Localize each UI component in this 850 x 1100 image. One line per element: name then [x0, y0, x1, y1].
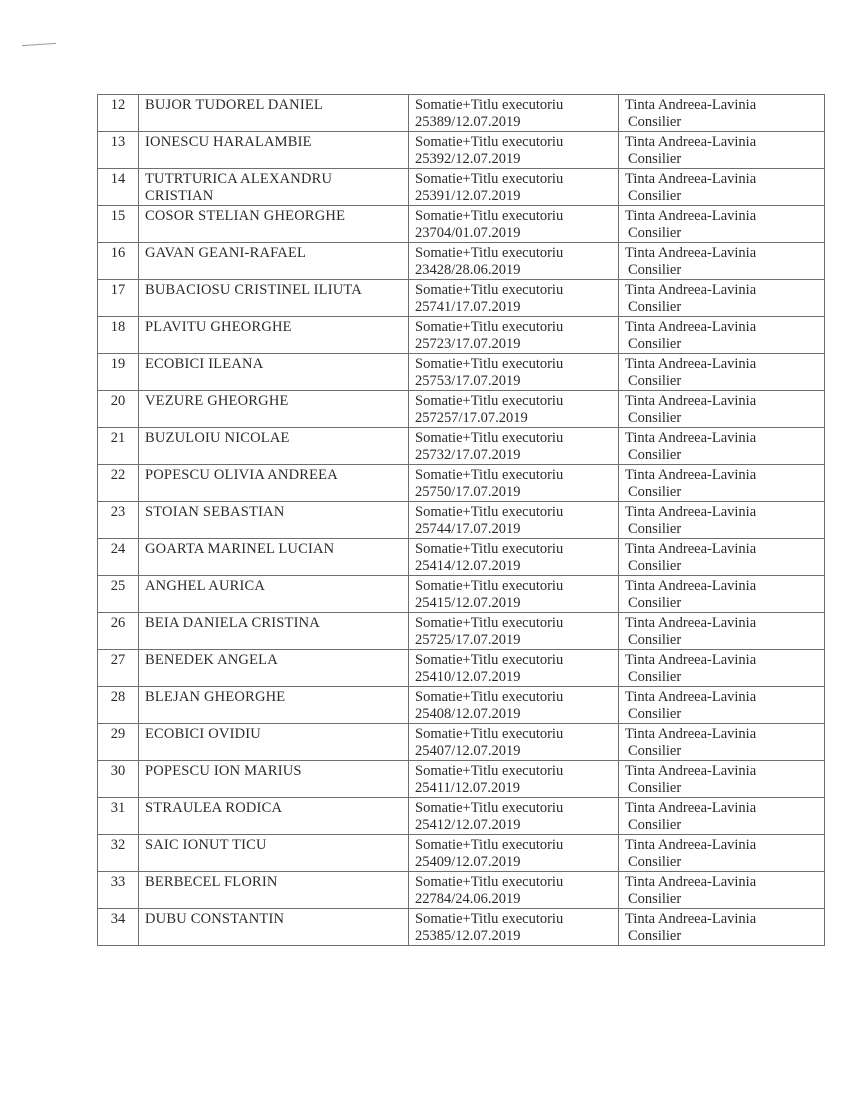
officer-cell: [619, 428, 825, 465]
officer-role: Consilier: [628, 558, 682, 574]
document-cell: [409, 576, 619, 613]
debtor-name: VEZURE GHEORGHE: [139, 391, 409, 428]
debtor-name: ECOBICI ILEANA: [139, 354, 409, 391]
officer-cell: [619, 317, 825, 354]
document-reference: 25741/17.07.2019: [415, 299, 521, 315]
debtor-name: POPESCU ION MARIUS: [139, 761, 409, 798]
table-row: [98, 872, 825, 909]
scan-mark: [22, 43, 56, 46]
debtor-name: TUTRTURICA ALEXANDRU CRISTIAN: [139, 169, 409, 206]
debtor-name: BUBACIOSU CRISTINEL ILIUTA: [139, 280, 409, 317]
row-number: 31: [98, 798, 139, 835]
document-type: Somatie+Titlu executoriu: [415, 541, 564, 557]
debtor-name: STOIAN SEBASTIAN: [139, 502, 409, 539]
officer-cell: [619, 502, 825, 539]
row-number: 33: [98, 872, 139, 909]
table-row: [98, 428, 825, 465]
officer-name: Tinta Andreea-Lavinia: [625, 541, 757, 557]
table-row: [98, 465, 825, 502]
debtor-name: PLAVITU GHEORGHE: [139, 317, 409, 354]
debtor-name: IONESCU HARALAMBIE: [139, 132, 409, 169]
table-row: [98, 206, 825, 243]
debtor-name: ECOBICI OVIDIU: [139, 724, 409, 761]
officer-name: Tinta Andreea-Lavinia: [625, 615, 757, 631]
debtor-name: BUJOR TUDOREL DANIEL: [139, 95, 409, 132]
officer-cell: [619, 539, 825, 576]
document-reference: 25407/12.07.2019: [415, 743, 521, 759]
officer-name: Tinta Andreea-Lavinia: [625, 911, 757, 927]
officer-name: Tinta Andreea-Lavinia: [625, 763, 757, 779]
officer-name: Tinta Andreea-Lavinia: [625, 208, 757, 224]
document-reference: 25389/12.07.2019: [415, 114, 521, 130]
document-type: Somatie+Titlu executoriu: [415, 319, 564, 335]
document-cell: [409, 650, 619, 687]
document-cell: [409, 539, 619, 576]
document-cell: [409, 761, 619, 798]
table-row: [98, 243, 825, 280]
document-reference: 25410/12.07.2019: [415, 669, 521, 685]
table-row: [98, 132, 825, 169]
row-number: 26: [98, 613, 139, 650]
document-cell: [409, 243, 619, 280]
table-row: [98, 502, 825, 539]
document-cell: [409, 391, 619, 428]
debtor-name: ANGHEL AURICA: [139, 576, 409, 613]
document-type: Somatie+Titlu executoriu: [415, 800, 564, 816]
officer-name: Tinta Andreea-Lavinia: [625, 430, 757, 446]
document-type: Somatie+Titlu executoriu: [415, 726, 564, 742]
document-reference: 25411/12.07.2019: [415, 780, 520, 796]
table-row: [98, 724, 825, 761]
table-row: [98, 317, 825, 354]
officer-role: Consilier: [628, 817, 682, 833]
document-reference: 22784/24.06.2019: [415, 891, 521, 907]
officer-cell: [619, 280, 825, 317]
debtor-name: BENEDEK ANGELA: [139, 650, 409, 687]
officer-cell: [619, 354, 825, 391]
officer-name: Tinta Andreea-Lavinia: [625, 689, 757, 705]
document-reference: 25732/17.07.2019: [415, 447, 521, 463]
document-reference: 25392/12.07.2019: [415, 151, 521, 167]
row-number: 25: [98, 576, 139, 613]
officer-name: Tinta Andreea-Lavinia: [625, 134, 757, 150]
officer-name: Tinta Andreea-Lavinia: [625, 837, 757, 853]
officer-cell: [619, 724, 825, 761]
officer-name: Tinta Andreea-Lavinia: [625, 393, 757, 409]
document-cell: [409, 317, 619, 354]
officer-role: Consilier: [628, 928, 682, 944]
document-reference: 25723/17.07.2019: [415, 336, 521, 352]
officer-name: Tinta Andreea-Lavinia: [625, 97, 757, 113]
officer-role: Consilier: [628, 114, 682, 130]
officer-cell: [619, 835, 825, 872]
officer-name: Tinta Andreea-Lavinia: [625, 800, 757, 816]
officer-role: Consilier: [628, 669, 682, 685]
debtor-name: DUBU CONSTANTIN: [139, 909, 409, 946]
document-cell: [409, 835, 619, 872]
debtor-name: SAIC IONUT TICU: [139, 835, 409, 872]
table-row: [98, 909, 825, 946]
debtor-name: COSOR STELIAN GHEORGHE: [139, 206, 409, 243]
document-cell: [409, 206, 619, 243]
officer-role: Consilier: [628, 410, 682, 426]
officer-role: Consilier: [628, 632, 682, 648]
officer-role: Consilier: [628, 891, 682, 907]
document-type: Somatie+Titlu executoriu: [415, 208, 564, 224]
officer-role: Consilier: [628, 484, 682, 500]
officer-name: Tinta Andreea-Lavinia: [625, 356, 757, 372]
document-type: Somatie+Titlu executoriu: [415, 504, 564, 520]
row-number: 14: [98, 169, 139, 206]
document-reference: 257257/17.07.2019: [415, 410, 528, 426]
table-row: [98, 354, 825, 391]
table-row: [98, 613, 825, 650]
debtor-name: GAVAN GEANI-RAFAEL: [139, 243, 409, 280]
document-cell: [409, 428, 619, 465]
document-reference: 25412/12.07.2019: [415, 817, 521, 833]
table-row: [98, 835, 825, 872]
document-type: Somatie+Titlu executoriu: [415, 393, 564, 409]
document-type: Somatie+Titlu executoriu: [415, 134, 564, 150]
document-reference: 23704/01.07.2019: [415, 225, 521, 241]
officer-cell: [619, 687, 825, 724]
officer-cell: [619, 613, 825, 650]
officer-cell: [619, 206, 825, 243]
officer-cell: [619, 169, 825, 206]
document-reference: 25750/17.07.2019: [415, 484, 521, 500]
document-type: Somatie+Titlu executoriu: [415, 430, 564, 446]
officer-cell: [619, 761, 825, 798]
row-number: 29: [98, 724, 139, 761]
row-number: 30: [98, 761, 139, 798]
officer-cell: [619, 798, 825, 835]
document-cell: [409, 687, 619, 724]
officer-cell: [619, 576, 825, 613]
table-row: [98, 539, 825, 576]
row-number: 24: [98, 539, 139, 576]
table-row: [98, 169, 825, 206]
officer-role: Consilier: [628, 706, 682, 722]
table-row: [98, 650, 825, 687]
row-number: 32: [98, 835, 139, 872]
document-cell: [409, 95, 619, 132]
officer-name: Tinta Andreea-Lavinia: [625, 726, 757, 742]
table-row: [98, 798, 825, 835]
officer-name: Tinta Andreea-Lavinia: [625, 319, 757, 335]
debtor-name: GOARTA MARINEL LUCIAN: [139, 539, 409, 576]
row-number: 20: [98, 391, 139, 428]
document-reference: 25744/17.07.2019: [415, 521, 521, 537]
document-type: Somatie+Titlu executoriu: [415, 763, 564, 779]
officer-cell: [619, 391, 825, 428]
officer-role: Consilier: [628, 336, 682, 352]
row-number: 12: [98, 95, 139, 132]
document-type: Somatie+Titlu executoriu: [415, 578, 564, 594]
document-cell: [409, 724, 619, 761]
document-cell: [409, 169, 619, 206]
document-type: Somatie+Titlu executoriu: [415, 837, 564, 853]
document-reference: 25391/12.07.2019: [415, 188, 521, 204]
officer-cell: [619, 872, 825, 909]
document-reference: 25408/12.07.2019: [415, 706, 521, 722]
debtor-name: BUZULOIU NICOLAE: [139, 428, 409, 465]
officer-role: Consilier: [628, 595, 682, 611]
row-number: 13: [98, 132, 139, 169]
officer-cell: [619, 909, 825, 946]
document-reference: 25409/12.07.2019: [415, 854, 521, 870]
debtor-name: BLEJAN GHEORGHE: [139, 687, 409, 724]
document-cell: [409, 354, 619, 391]
debtor-name: BERBECEL FLORIN: [139, 872, 409, 909]
officer-role: Consilier: [628, 299, 682, 315]
document-cell: [409, 132, 619, 169]
officer-cell: [619, 650, 825, 687]
document-type: Somatie+Titlu executoriu: [415, 245, 564, 261]
row-number: 17: [98, 280, 139, 317]
row-number: 34: [98, 909, 139, 946]
officer-name: Tinta Andreea-Lavinia: [625, 245, 757, 261]
document-cell: [409, 465, 619, 502]
document-type: Somatie+Titlu executoriu: [415, 911, 564, 927]
document-cell: [409, 798, 619, 835]
officer-role: Consilier: [628, 854, 682, 870]
row-number: 23: [98, 502, 139, 539]
document-type: Somatie+Titlu executoriu: [415, 171, 564, 187]
officer-name: Tinta Andreea-Lavinia: [625, 467, 757, 483]
row-number: 15: [98, 206, 139, 243]
document-type: Somatie+Titlu executoriu: [415, 467, 564, 483]
document-reference: 23428/28.06.2019: [415, 262, 521, 278]
officer-cell: [619, 465, 825, 502]
document-cell: [409, 502, 619, 539]
row-number: 21: [98, 428, 139, 465]
row-number: 19: [98, 354, 139, 391]
document-reference: 25414/12.07.2019: [415, 558, 521, 574]
document-type: Somatie+Titlu executoriu: [415, 97, 564, 113]
row-number: 22: [98, 465, 139, 502]
officer-role: Consilier: [628, 188, 682, 204]
table-row: [98, 761, 825, 798]
row-number: 28: [98, 687, 139, 724]
officer-name: Tinta Andreea-Lavinia: [625, 652, 757, 668]
table-row: [98, 391, 825, 428]
document-reference: 25415/12.07.2019: [415, 595, 521, 611]
table-row: [98, 280, 825, 317]
officer-cell: [619, 243, 825, 280]
document-type: Somatie+Titlu executoriu: [415, 689, 564, 705]
document-type: Somatie+Titlu executoriu: [415, 874, 564, 890]
officer-role: Consilier: [628, 780, 682, 796]
document-cell: [409, 280, 619, 317]
officer-role: Consilier: [628, 373, 682, 389]
document-type: Somatie+Titlu executoriu: [415, 282, 564, 298]
officer-name: Tinta Andreea-Lavinia: [625, 874, 757, 890]
officer-name: Tinta Andreea-Lavinia: [625, 504, 757, 520]
row-number: 27: [98, 650, 139, 687]
officer-role: Consilier: [628, 447, 682, 463]
debtor-name: STRAULEA RODICA: [139, 798, 409, 835]
document-cell: [409, 872, 619, 909]
document-reference: 25725/17.07.2019: [415, 632, 521, 648]
document-cell: [409, 909, 619, 946]
officer-cell: [619, 95, 825, 132]
officer-name: Tinta Andreea-Lavinia: [625, 578, 757, 594]
debtor-name: BEIA DANIELA CRISTINA: [139, 613, 409, 650]
officer-role: Consilier: [628, 151, 682, 167]
officer-role: Consilier: [628, 225, 682, 241]
officer-role: Consilier: [628, 262, 682, 278]
document-reference: 25385/12.07.2019: [415, 928, 521, 944]
document-type: Somatie+Titlu executoriu: [415, 356, 564, 372]
row-number: 16: [98, 243, 139, 280]
document-reference: 25753/17.07.2019: [415, 373, 521, 389]
document-type: Somatie+Titlu executoriu: [415, 652, 564, 668]
officer-name: Tinta Andreea-Lavinia: [625, 282, 757, 298]
officer-role: Consilier: [628, 743, 682, 759]
row-number: 18: [98, 317, 139, 354]
notices-table: [97, 94, 825, 946]
table-row: [98, 687, 825, 724]
document-type: Somatie+Titlu executoriu: [415, 615, 564, 631]
officer-cell: [619, 132, 825, 169]
table-row: [98, 95, 825, 132]
officer-name: Tinta Andreea-Lavinia: [625, 171, 757, 187]
debtor-name: POPESCU OLIVIA ANDREEA: [139, 465, 409, 502]
document-cell: [409, 613, 619, 650]
notices-table-body: [98, 95, 825, 946]
officer-role: Consilier: [628, 521, 682, 537]
table-row: [98, 576, 825, 613]
